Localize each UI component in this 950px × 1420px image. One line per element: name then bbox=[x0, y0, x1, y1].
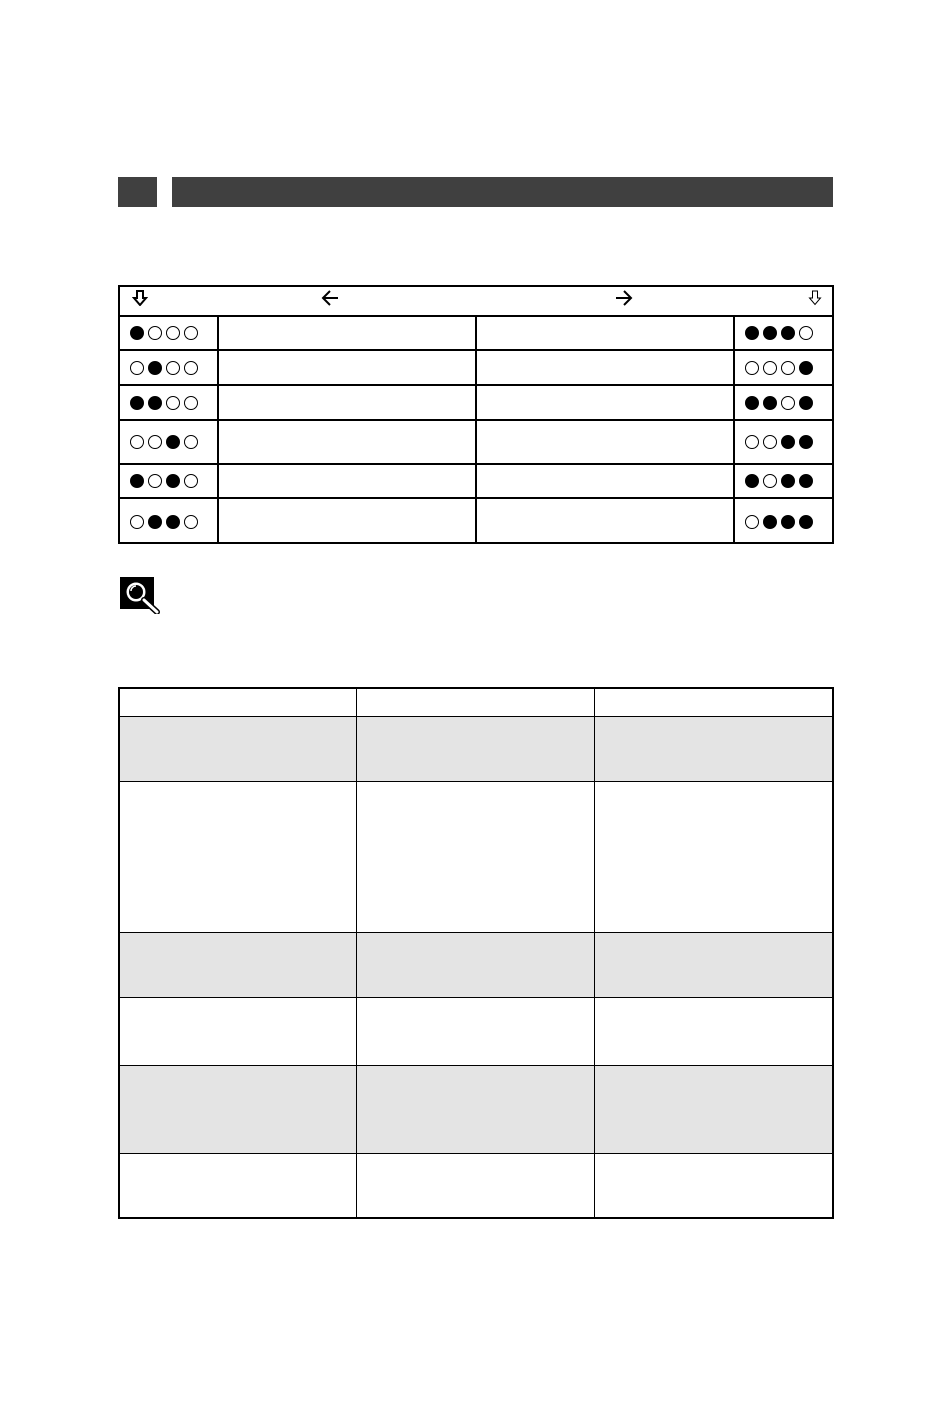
grid-cell-col3 bbox=[595, 689, 832, 716]
filled-dot-icon bbox=[781, 515, 795, 529]
magnifier-icon bbox=[119, 576, 161, 614]
grid-cell-col1 bbox=[120, 689, 357, 716]
empty-dot-icon bbox=[184, 396, 198, 410]
grid-cell-col2 bbox=[357, 1154, 595, 1217]
filled-dot-icon bbox=[148, 396, 162, 410]
filled-dot-icon bbox=[745, 396, 759, 410]
right-description-cell bbox=[477, 499, 735, 544]
right-dot-pattern bbox=[745, 396, 813, 410]
code-row bbox=[120, 386, 832, 421]
filled-dot-icon bbox=[166, 474, 180, 488]
arrow-down-bold-icon bbox=[132, 290, 148, 306]
filled-dot-icon bbox=[763, 326, 777, 340]
filled-dot-icon bbox=[745, 474, 759, 488]
filled-dot-icon bbox=[763, 396, 777, 410]
left-dot-pattern bbox=[130, 515, 198, 529]
arrow-right-icon bbox=[614, 289, 634, 307]
right-code-cell bbox=[735, 386, 832, 419]
right-description-cell bbox=[477, 465, 735, 497]
empty-dot-icon bbox=[745, 515, 759, 529]
left-code-cell bbox=[120, 465, 219, 497]
empty-dot-icon bbox=[763, 474, 777, 488]
filled-dot-icon bbox=[130, 474, 144, 488]
grid-cell-col2 bbox=[357, 717, 595, 781]
filled-dot-icon bbox=[130, 326, 144, 340]
left-code-cell bbox=[120, 317, 219, 349]
filled-dot-icon bbox=[148, 361, 162, 375]
left-description-cell bbox=[219, 386, 477, 419]
grid-cell-col3 bbox=[595, 998, 832, 1065]
empty-dot-icon bbox=[184, 361, 198, 375]
arrow-left-icon bbox=[320, 289, 340, 307]
filled-dot-icon bbox=[799, 396, 813, 410]
empty-dot-icon bbox=[184, 474, 198, 488]
empty-dot-icon bbox=[130, 515, 144, 529]
filled-dot-icon bbox=[148, 515, 162, 529]
empty-dot-icon bbox=[763, 435, 777, 449]
filled-dot-icon bbox=[781, 326, 795, 340]
left-dot-pattern bbox=[130, 474, 198, 488]
code-row bbox=[120, 465, 832, 499]
grid-cell-col2 bbox=[357, 1066, 595, 1153]
left-description-cell bbox=[219, 421, 477, 463]
empty-dot-icon bbox=[763, 361, 777, 375]
filled-dot-icon bbox=[763, 515, 777, 529]
left-dot-pattern bbox=[130, 361, 198, 375]
grid-row bbox=[120, 782, 832, 933]
grid-cell-col1 bbox=[120, 782, 357, 932]
empty-dot-icon bbox=[745, 435, 759, 449]
right-dot-pattern bbox=[745, 326, 813, 340]
empty-dot-icon bbox=[781, 396, 795, 410]
left-description-cell bbox=[219, 499, 477, 544]
code-table-header bbox=[120, 287, 832, 317]
grid-cell-col3 bbox=[595, 782, 832, 932]
indicator-code-table bbox=[118, 285, 834, 544]
right-code-cell bbox=[735, 465, 832, 497]
right-code-cell bbox=[735, 351, 832, 384]
right-description-cell bbox=[477, 317, 735, 349]
grid-row bbox=[120, 1066, 832, 1154]
grid-cell-col1 bbox=[120, 717, 357, 781]
grid-cell-col2 bbox=[357, 998, 595, 1065]
grid-row bbox=[120, 933, 832, 998]
left-description-cell bbox=[219, 351, 477, 384]
empty-dot-icon bbox=[166, 396, 180, 410]
filled-dot-icon bbox=[781, 474, 795, 488]
grid-cell-col1 bbox=[120, 933, 357, 997]
grid-row bbox=[120, 1154, 832, 1217]
right-description-cell bbox=[477, 421, 735, 463]
left-code-cell bbox=[120, 499, 219, 544]
empty-dot-icon bbox=[184, 326, 198, 340]
empty-dot-icon bbox=[745, 361, 759, 375]
grid-cell-col2 bbox=[357, 689, 595, 716]
left-code-cell bbox=[120, 386, 219, 419]
filled-dot-icon bbox=[799, 361, 813, 375]
filled-dot-icon bbox=[745, 326, 759, 340]
filled-dot-icon bbox=[781, 435, 795, 449]
filled-dot-icon bbox=[799, 474, 813, 488]
grid-row bbox=[120, 998, 832, 1066]
empty-dot-icon bbox=[799, 326, 813, 340]
filled-dot-icon bbox=[130, 396, 144, 410]
grid-row bbox=[120, 717, 832, 782]
empty-dot-icon bbox=[130, 435, 144, 449]
left-description-cell bbox=[219, 317, 477, 349]
grid-cell-col3 bbox=[595, 1154, 832, 1217]
right-code-cell bbox=[735, 317, 832, 349]
grid-cell-col2 bbox=[357, 782, 595, 932]
code-row bbox=[120, 421, 832, 465]
filled-dot-icon bbox=[799, 435, 813, 449]
grid-cell-col1 bbox=[120, 1066, 357, 1153]
left-description-cell bbox=[219, 465, 477, 497]
empty-dot-icon bbox=[166, 326, 180, 340]
code-row bbox=[120, 317, 832, 351]
right-dot-pattern bbox=[745, 515, 813, 529]
left-dot-pattern bbox=[130, 435, 198, 449]
section-title-bar bbox=[172, 177, 833, 207]
left-dot-pattern bbox=[130, 396, 198, 410]
empty-dot-icon bbox=[130, 361, 144, 375]
filled-dot-icon bbox=[799, 515, 813, 529]
left-code-cell bbox=[120, 421, 219, 463]
empty-dot-icon bbox=[781, 361, 795, 375]
right-dot-pattern bbox=[745, 361, 813, 375]
left-dot-pattern bbox=[130, 326, 198, 340]
right-code-cell bbox=[735, 421, 832, 463]
right-description-cell bbox=[477, 351, 735, 384]
empty-dot-icon bbox=[184, 435, 198, 449]
filled-dot-icon bbox=[166, 435, 180, 449]
code-row bbox=[120, 351, 832, 386]
grid-cell-col1 bbox=[120, 998, 357, 1065]
right-code-cell bbox=[735, 499, 832, 544]
grid-cell-col3 bbox=[595, 933, 832, 997]
empty-dot-icon bbox=[166, 361, 180, 375]
section-number-box bbox=[118, 177, 157, 207]
grid-cell-col3 bbox=[595, 1066, 832, 1153]
grid-cell-col3 bbox=[595, 717, 832, 781]
code-row bbox=[120, 499, 832, 544]
grid-cell-col2 bbox=[357, 933, 595, 997]
empty-dot-icon bbox=[148, 474, 162, 488]
right-dot-pattern bbox=[745, 474, 813, 488]
left-code-cell bbox=[120, 351, 219, 384]
right-dot-pattern bbox=[745, 435, 813, 449]
empty-dot-icon bbox=[148, 326, 162, 340]
arrow-down-outline-icon bbox=[808, 290, 822, 306]
right-description-cell bbox=[477, 386, 735, 419]
grid-header-row bbox=[120, 689, 832, 717]
filled-dot-icon bbox=[166, 515, 180, 529]
empty-dot-icon bbox=[184, 515, 198, 529]
grid-cell-col1 bbox=[120, 1154, 357, 1217]
empty-dot-icon bbox=[148, 435, 162, 449]
info-grid-table bbox=[118, 687, 834, 1219]
